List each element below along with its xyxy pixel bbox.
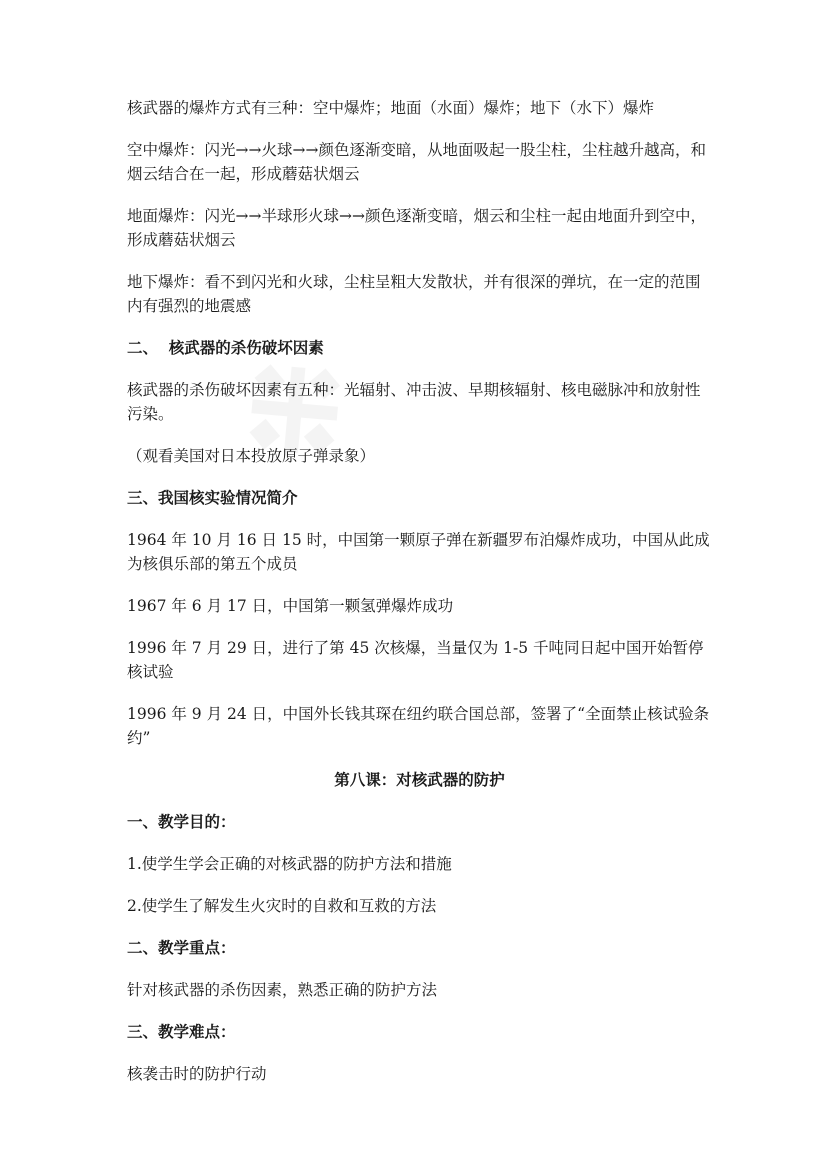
lesson-title: 第八课：对核武器的防护 [334,770,505,789]
paragraph-surface-burst: 地面爆炸：闪光→→半球形火球→→颜色逐渐变暗，烟云和尘柱一起由地面升到空中，形成蘑菇状烟云 [127,207,706,249]
goal-item-1: 1.使学生学会正确的对核武器的防护方法和措施 [127,855,452,873]
heading-difficulties: 三、教学难点： [127,1022,236,1041]
document-page [127,96,712,1104]
paragraph-underground-burst: 地下爆炸：看不到闪光和火球，尘柱呈粗大发散状，并有很深的弹坑，在一定的范围内有强烈的地震感 [127,273,701,315]
paragraph-1996-sept: 1996 年 9 月 24 日，中国外长钱其琛在纽约联合国总部，签署了“全面禁止核试验条约” [127,705,710,747]
heading-key-points: 二、教学重点： [127,938,236,957]
heading-teaching-goals: 一、教学目的： [127,812,236,831]
paragraph-1964: 1964 年 10 月 16 日 15 时，中国第一颗原子弹在新疆罗布泊爆炸成功，中国从此成为核俱乐部的第五个成员 [127,531,710,573]
paragraph-1967: 1967 年 6 月 17 日，中国第一颗氢弹爆炸成功 [127,597,454,615]
paragraph-explosion-types: 核武器的爆炸方式有三种：空中爆炸；地面（水面）爆炸；地下（水下）爆炸 [127,99,655,117]
goal-item-2: 2.使学生了解发生火灾时的自救和互救的方法 [127,897,437,915]
paragraph-air-burst: 空中爆炸：闪光→→火球→→颜色逐渐变暗，从地面吸起一股尘柱，尘柱越升越高，和烟云结合在一起，形成蘑菇状烟云 [127,141,706,183]
heading-damage-factors: 二、 核武器的杀伤破坏因素 [127,338,324,357]
paragraph-video-note: （观看美国对日本投放原子弹录象） [127,447,376,465]
heading-china-tests: 三、我国核实验情况简介 [127,488,298,507]
paragraph-key-points: 针对核武器的杀伤因素，熟悉正确的防护方法 [127,981,438,999]
paragraph-difficulties: 核袭击时的防护行动 [127,1065,267,1083]
paragraph-1996-july: 1996 年 7 月 29 日，进行了第 45 次核爆，当量仅为 1-5 千吨同日起中国开始暂停核试验 [127,639,704,681]
paragraph-damage-factors: 核武器的杀伤破坏因素有五种：光辐射、冲击波、早期核辐射、核电磁脉冲和放射性污染。 [127,381,701,423]
